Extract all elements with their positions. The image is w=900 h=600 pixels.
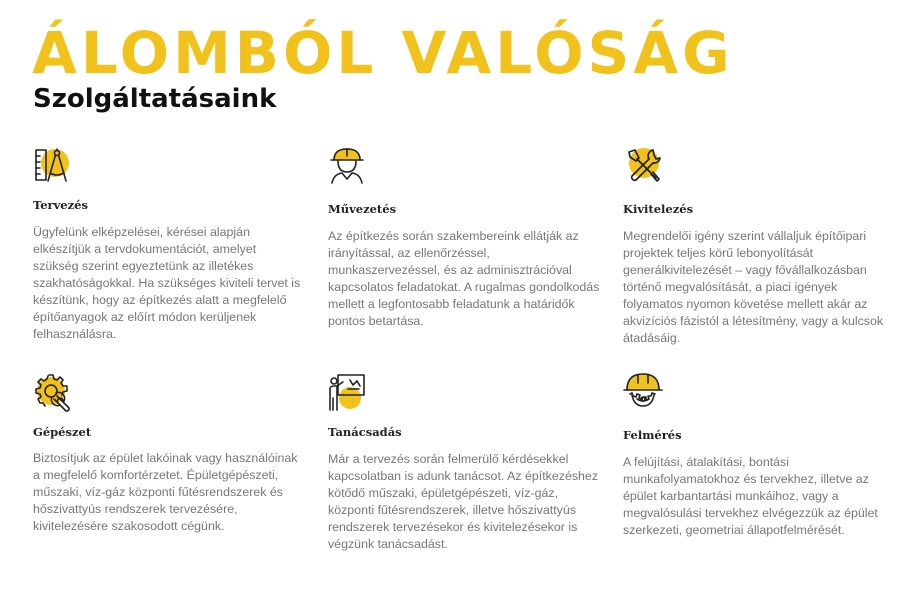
tools-icon <box>623 146 663 186</box>
service-title: Felmérés <box>623 428 682 442</box>
service-card-kivitelezes <box>623 146 895 347</box>
service-description: Ügyfelünk elképzelései, kérései alapján elkészítjük a tervdokumentációt, amelyet szükség szerint egyeztetünk az illetékes szakhatóságokkal. Ha szükséges kiviteli tervet is készítünk, hogy az építkezés alatt a megfelelő építőanyagok az előírt módon kerüljenek felhasználásra. <box>33 224 301 341</box>
service-description: A felújítási, átalakítási, bontási munkafolyamatokhoz és tervekhez, illetve az épület karbantartási munkáihoz, vagy a megvalósulási tervekhez elvégezzük az épület szerkezeti, geometriai állapotfelmérését. <box>623 454 878 537</box>
service-title: Gépészet <box>33 425 92 439</box>
service-description: Biztosítjuk az épület lakóinak vagy használóinak a megfelelő komfortérzetet. Épületgépészeti, műszaki, víz-gáz központi fűtésrendszerek és hőszivattyús rendszerek tervezésére, kivitelezésére szakosodott cégünk. <box>33 450 298 533</box>
service-description: Már a tervezés során felmerülő kérdésekkel kapcsolatban is adunk tanácsot. Az építkezéshez kötődő műszaki, épületgépészeti, víz-gáz, központi fűtésrendszerek, illetve hőszivattyús rendszerek tervezésekor és kivitelezésekor is végzünk tanácsadást. <box>328 451 599 551</box>
service-title: Művezetés <box>328 202 397 216</box>
presentation-board-icon <box>328 372 368 412</box>
service-card-muvezetes <box>328 146 600 330</box>
construction-worker-icon <box>328 146 368 186</box>
gear-wrench-icon <box>33 372 73 412</box>
hard-hat-gear-icon <box>623 372 663 412</box>
service-title: Tervezés <box>33 198 88 212</box>
service-title: Tanácsadás <box>328 425 402 439</box>
service-card-felmeres <box>623 372 895 539</box>
section-subtitle: Szolgáltatásaink <box>33 84 277 114</box>
service-card-tanacsadas <box>328 372 600 553</box>
hero-title: ÁLOMBÓL VALÓSÁG <box>32 19 734 87</box>
service-card-gepeszet <box>33 372 305 535</box>
service-title: Kivitelezés <box>623 202 694 216</box>
service-description: Megrendelői igény szerint vállaljuk építőipari projektek teljes körű lebonyolítását generálkivitelezését – vagy fővállalkozásban történő megvalósítását, a piaci igények folyamatos nyomon követése mellett akár az akvizíciós fázistól a létesítmény, vagy a kulcsok átadásáig. <box>623 228 884 345</box>
service-card-tervezes <box>33 146 305 343</box>
drafting-compass-icon <box>33 146 73 186</box>
service-description: Az építkezés során szakembereink ellátják az irányítással, az ellenőrzéssel, munkaszervezéssel, és az adminisztrációval kapcsolatos feladatokat. A rugalmas gondolkodás mellett a legfontosabb feladatunk a határidők pontos betartása. <box>328 228 600 328</box>
